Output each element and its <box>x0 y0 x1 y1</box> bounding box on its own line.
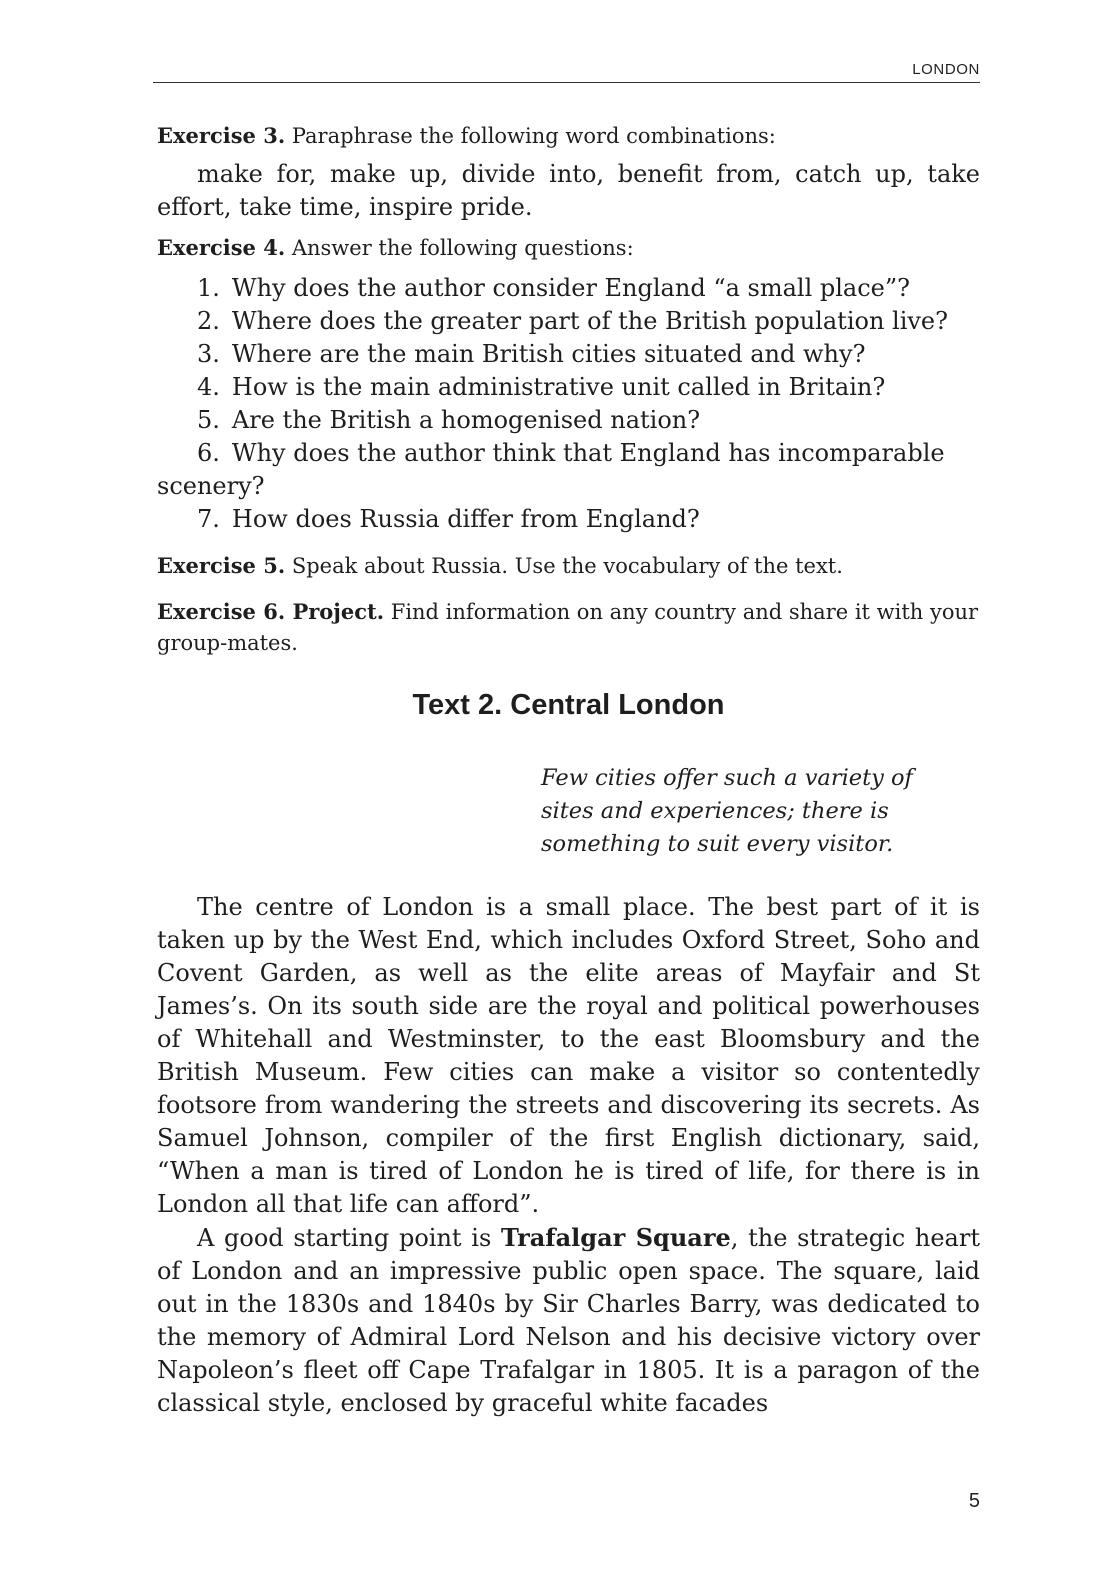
page-number: 5 <box>968 1490 980 1512</box>
running-header: LONDON <box>912 61 980 78</box>
section-title: Text 2. Central London <box>412 689 725 721</box>
exercise-5-heading <box>157 550 980 582</box>
exercise-4-heading <box>157 232 980 264</box>
question-number: 2. <box>197 307 220 335</box>
question-number: 4. <box>197 373 220 401</box>
exercise-3-content: make for, make up, divide into, benefit from, catch up, take effort, take time, inspire pride. <box>157 160 980 221</box>
question-number: 7. <box>197 505 220 533</box>
exercise-6-heading <box>157 596 980 659</box>
text-paragraph-1: The centre of London is a small place. The best part of it is taken up by the West End, which includes Oxford Street, Soho and Covent Garden, as well as the elite areas of Mayfair and St James’s. On its south side are the royal and political powerhouses of Whitehall and Westminster, to the east Bloomsbury and the British Museum. Few cities can make a visitor so contentedly footsore from wandering the streets and discovering its secrets. As Samuel Johnson, compiler of the first English dictionary, said, “When a man is tired of London he is tired of life, for there is in London all that life can afford”. <box>157 893 980 1218</box>
paragraph-2-rest: , the strategic heart of London and an impressive public open space. The square, laid out in the 1830s and 1840s by Sir Charles Barry, was dedicated to the memory of Admiral Lord Nelson and his decisive victory over Napoleon’s fleet off Cape Trafalgar in 1805. It is a paragon of the classical style, enclosed by graceful white facades <box>157 1224 980 1417</box>
exercise-3-label: Exercise 3. <box>157 123 286 148</box>
question-text: How does Russia differ from England? <box>231 505 700 533</box>
question-text: Why does the author think that England has incomparable scenery? <box>157 439 945 500</box>
question-item <box>157 404 980 437</box>
question-text: Where does the greater part of the British population live? <box>231 307 949 335</box>
question-number: 3. <box>197 340 220 368</box>
question-item <box>157 437 980 503</box>
question-text: Are the British a homogenised nation? <box>231 406 701 434</box>
question-item <box>157 371 980 404</box>
exercise-6-label: Exercise 6. Project. <box>157 599 385 624</box>
paragraph-2-intro: A good starting point is <box>197 1224 501 1252</box>
exercise-4-questions <box>157 272 980 536</box>
exercise-6-instruction: Find information on any country and share it with your group-mates. <box>157 600 979 655</box>
exercise-5-instruction: Speak about Russia. Use the vocabulary of the text. <box>291 554 843 578</box>
question-item <box>157 305 980 338</box>
page-content <box>157 120 980 1420</box>
exercise-4-instruction: Answer the following questions: <box>291 236 634 260</box>
question-item <box>157 272 980 305</box>
question-text: How is the main administrative unit called in Britain? <box>231 373 886 401</box>
exercise-4-label: Exercise 4. <box>157 235 286 260</box>
exercise-3-instruction: Paraphrase the following word combinations: <box>291 124 776 148</box>
epigraph: Few cities offer such a variety of sites and experiences; there is something to suit every visitor. <box>541 765 913 857</box>
question-number: 6. <box>197 439 220 467</box>
header-rule <box>153 82 980 83</box>
question-text: Where are the main British cities situated and why? <box>231 340 866 368</box>
exercise-3-heading <box>157 120 980 152</box>
question-number: 5. <box>197 406 220 434</box>
exercise-5-label: Exercise 5. <box>157 553 286 578</box>
question-item <box>157 338 980 371</box>
question-text: Why does the author consider England “a small place”? <box>231 274 911 302</box>
text-paragraph-2 <box>157 1221 980 1420</box>
question-item <box>157 503 980 536</box>
question-number: 1. <box>197 274 220 302</box>
trafalgar-square-term: Trafalgar Square <box>501 1223 731 1252</box>
